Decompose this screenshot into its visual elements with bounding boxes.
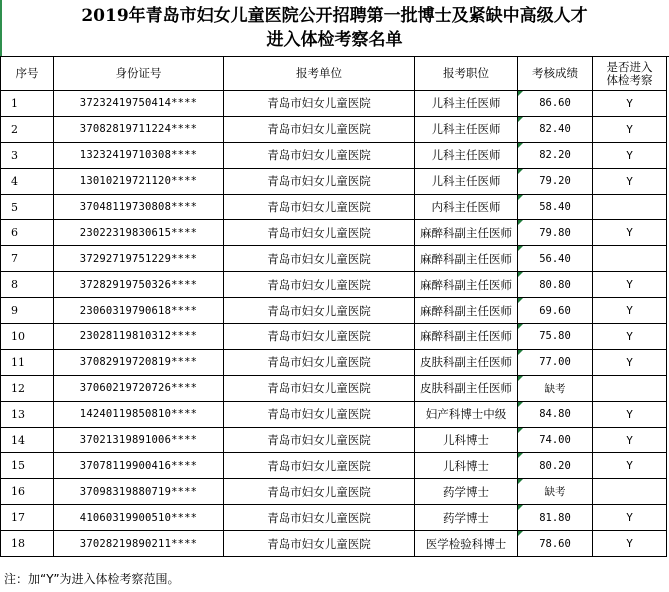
cell-id-number[interactable]: 13010219721120**** (54, 168, 224, 194)
table-row (1, 324, 667, 350)
cell-unit[interactable]: 青岛市妇女儿童医院 (224, 427, 415, 453)
cell-physical-exam[interactable] (593, 479, 667, 505)
cell-score[interactable]: 缺考 (518, 375, 593, 401)
cell-position[interactable]: 儿科主任医师 (415, 142, 518, 168)
header-physical-exam-line2: 体检考察 (606, 72, 653, 87)
cell-score[interactable]: 79.80 (518, 220, 593, 246)
cell-position[interactable]: 药学博士 (415, 505, 518, 531)
cell-id-number[interactable]: 14240119850810**** (54, 401, 224, 427)
cell-seq[interactable]: 1 (1, 91, 54, 117)
cell-position[interactable]: 麻醉科副主任医师 (415, 272, 518, 298)
cell-seq[interactable]: 11 (1, 349, 54, 375)
table-row (1, 349, 667, 375)
table-row (1, 401, 667, 427)
cell-unit[interactable]: 青岛市妇女儿童医院 (224, 220, 415, 246)
candidate-table (0, 56, 667, 557)
cell-seq[interactable]: 17 (1, 505, 54, 531)
cell-position[interactable]: 医学检验科博士 (415, 531, 518, 557)
title-line-2: 进入体检考察名单 (266, 30, 403, 50)
cell-score[interactable]: 82.20 (518, 142, 593, 168)
cell-position[interactable]: 儿科博士 (415, 453, 518, 479)
cell-id-number[interactable]: 37028219890211**** (54, 531, 224, 557)
cell-seq[interactable]: 18 (1, 531, 54, 557)
cell-id-number[interactable]: 37078119900416**** (54, 453, 224, 479)
cell-id-number[interactable]: 37060219720726**** (54, 375, 224, 401)
cell-seq[interactable]: 2 (1, 116, 54, 142)
header-score: 考核成绩 (518, 57, 593, 91)
table-row (1, 427, 667, 453)
table-row (1, 220, 667, 246)
table-row (1, 298, 667, 324)
cell-id-number[interactable]: 37082819711224**** (54, 116, 224, 142)
header-id: 身份证号 (54, 57, 224, 91)
table-row (1, 453, 667, 479)
cell-physical-exam[interactable] (593, 246, 667, 272)
table-row (1, 272, 667, 298)
cell-score[interactable]: 86.60 (518, 91, 593, 117)
cell-unit[interactable]: 青岛市妇女儿童医院 (224, 194, 415, 220)
table-row (1, 168, 667, 194)
cell-unit[interactable]: 青岛市妇女儿童医院 (224, 349, 415, 375)
table-row (1, 246, 667, 272)
cell-id-number[interactable]: 37082919720819**** (54, 349, 224, 375)
cell-physical-exam[interactable]: Y (593, 531, 667, 557)
cell-id-number[interactable]: 23022319830615**** (54, 220, 224, 246)
cell-id-number[interactable]: 37282919750326**** (54, 272, 224, 298)
cell-unit[interactable]: 青岛市妇女儿童医院 (224, 324, 415, 350)
cell-physical-exam[interactable]: Y (593, 427, 667, 453)
cell-seq[interactable]: 12 (1, 375, 54, 401)
cell-physical-exam[interactable]: Y (593, 453, 667, 479)
cell-id-number[interactable]: 37021319891006**** (54, 427, 224, 453)
cell-score[interactable]: 82.40 (518, 116, 593, 142)
header-physical-exam-line1: 是否进入 (606, 59, 653, 74)
cell-seq[interactable]: 14 (1, 427, 54, 453)
table-row (1, 479, 667, 505)
cell-seq[interactable]: 3 (1, 142, 54, 168)
cell-position[interactable]: 儿科主任医师 (415, 168, 518, 194)
cell-position[interactable]: 儿科主任医师 (415, 91, 518, 117)
cell-position[interactable]: 麻醉科副主任医师 (415, 220, 518, 246)
cell-unit[interactable]: 青岛市妇女儿童医院 (224, 91, 415, 117)
cell-physical-exam[interactable]: Y (593, 220, 667, 246)
cell-score[interactable]: 缺考 (518, 479, 593, 505)
cell-seq[interactable]: 7 (1, 246, 54, 272)
cell-position[interactable]: 妇产科博士中级 (415, 401, 518, 427)
table-row (1, 375, 667, 401)
cell-id-number[interactable]: 37292719751229**** (54, 246, 224, 272)
cell-unit[interactable]: 青岛市妇女儿童医院 (224, 168, 415, 194)
cell-unit[interactable]: 青岛市妇女儿童医院 (224, 272, 415, 298)
cell-unit[interactable]: 青岛市妇女儿童医院 (224, 298, 415, 324)
cell-seq[interactable]: 15 (1, 453, 54, 479)
cell-unit[interactable]: 青岛市妇女儿童医院 (224, 375, 415, 401)
header-seq: 序号 (1, 57, 54, 91)
cell-score[interactable]: 74.00 (518, 427, 593, 453)
cell-physical-exam[interactable]: Y (593, 349, 667, 375)
cell-id-number[interactable]: 23060319790618**** (54, 298, 224, 324)
cell-score[interactable]: 77.00 (518, 349, 593, 375)
cell-score[interactable]: 69.60 (518, 298, 593, 324)
cell-id-number[interactable]: 37098319880719**** (54, 479, 224, 505)
cell-physical-exam[interactable]: Y (593, 324, 667, 350)
cell-seq[interactable]: 13 (1, 401, 54, 427)
cell-seq[interactable]: 9 (1, 298, 54, 324)
cell-id-number[interactable]: 37232419750414**** (54, 91, 224, 117)
header-position: 报考职位 (415, 57, 518, 91)
cell-unit[interactable]: 青岛市妇女儿童医院 (224, 142, 415, 168)
cell-seq[interactable]: 16 (1, 479, 54, 505)
cell-seq[interactable]: 10 (1, 324, 54, 350)
cell-id-number[interactable]: 41060319900510**** (54, 505, 224, 531)
cell-physical-exam[interactable]: Y (593, 142, 667, 168)
table-header-row (1, 57, 667, 91)
cell-physical-exam[interactable] (593, 375, 667, 401)
cell-unit[interactable]: 青岛市妇女儿童医院 (224, 116, 415, 142)
cell-id-number[interactable]: 37048119730808**** (54, 194, 224, 220)
cell-position[interactable]: 儿科主任医师 (415, 116, 518, 142)
title-block (0, 0, 669, 57)
cell-score[interactable]: 80.80 (518, 272, 593, 298)
header-unit: 报考单位 (224, 57, 415, 91)
cell-unit[interactable]: 青岛市妇女儿童医院 (224, 505, 415, 531)
footnote: 注：加“Y”为进入体检考察范围。 (4, 572, 180, 586)
table-body (1, 91, 667, 557)
table-row (1, 91, 667, 117)
table-row (1, 142, 667, 168)
header-physical-exam (593, 57, 667, 91)
cell-unit[interactable]: 青岛市妇女儿童医院 (224, 531, 415, 557)
cell-score[interactable]: 81.80 (518, 505, 593, 531)
cell-score[interactable]: 75.80 (518, 324, 593, 350)
cell-score[interactable]: 56.40 (518, 246, 593, 272)
cell-position[interactable]: 麻醉科副主任医师 (415, 246, 518, 272)
cell-seq[interactable]: 6 (1, 220, 54, 246)
cell-physical-exam[interactable]: Y (593, 272, 667, 298)
table-row (1, 505, 667, 531)
cell-physical-exam[interactable]: Y (593, 401, 667, 427)
cell-physical-exam[interactable]: Y (593, 91, 667, 117)
cell-id-number[interactable]: 13232419710308**** (54, 142, 224, 168)
cell-position[interactable]: 药学博士 (415, 479, 518, 505)
table-row (1, 194, 667, 220)
cell-position[interactable]: 麻醉科副主任医师 (415, 298, 518, 324)
cell-unit[interactable]: 青岛市妇女儿童医院 (224, 453, 415, 479)
cell-physical-exam[interactable] (593, 194, 667, 220)
cell-unit[interactable]: 青岛市妇女儿童医院 (224, 246, 415, 272)
cell-seq[interactable]: 4 (1, 168, 54, 194)
cell-seq[interactable]: 5 (1, 194, 54, 220)
cell-score[interactable]: 84.80 (518, 401, 593, 427)
title-line-1: 2019年青岛市妇女儿童医院公开招聘第一批博士及紧缺中高级人才 (81, 6, 588, 26)
cell-physical-exam[interactable]: Y (593, 116, 667, 142)
table-row (1, 116, 667, 142)
cell-position[interactable]: 儿科博士 (415, 427, 518, 453)
cell-score[interactable]: 78.60 (518, 531, 593, 557)
cell-physical-exam[interactable]: Y (593, 505, 667, 531)
cell-position[interactable]: 麻醉科副主任医师 (415, 324, 518, 350)
cell-score[interactable]: 58.40 (518, 194, 593, 220)
cell-position[interactable]: 皮肤科副主任医师 (415, 375, 518, 401)
cell-physical-exam[interactable]: Y (593, 298, 667, 324)
cell-unit[interactable]: 青岛市妇女儿童医院 (224, 401, 415, 427)
cell-score[interactable]: 79.20 (518, 168, 593, 194)
cell-score[interactable]: 80.20 (518, 453, 593, 479)
cell-physical-exam[interactable]: Y (593, 168, 667, 194)
cell-position[interactable]: 皮肤科副主任医师 (415, 349, 518, 375)
cell-position[interactable]: 内科主任医师 (415, 194, 518, 220)
cell-id-number[interactable]: 23028119810312**** (54, 324, 224, 350)
table-row (1, 531, 667, 557)
cell-unit[interactable]: 青岛市妇女儿童医院 (224, 479, 415, 505)
cell-seq[interactable]: 8 (1, 272, 54, 298)
